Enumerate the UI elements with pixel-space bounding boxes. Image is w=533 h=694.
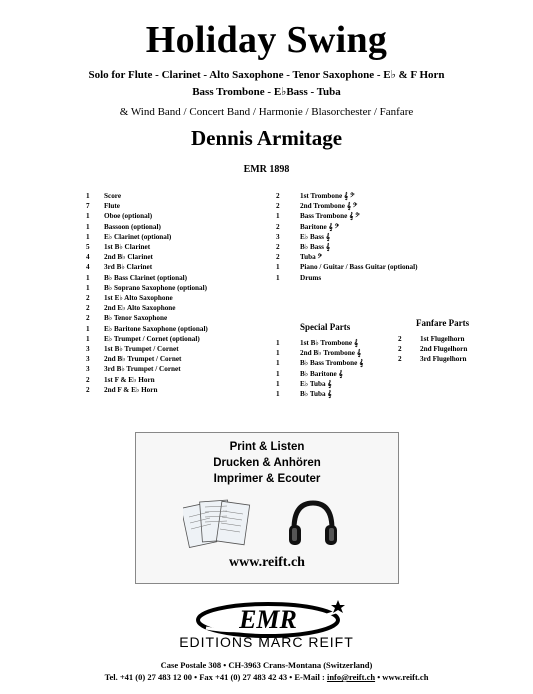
- contact-email[interactable]: info@reift.ch: [326, 672, 376, 682]
- part-name: B♭ Tuba 𝄞: [300, 390, 332, 398]
- part-quantity: 1: [276, 273, 280, 282]
- logo-text: EMR: [239, 605, 297, 634]
- part-quantity: 2: [86, 385, 90, 394]
- part-name: 2nd B♭ Trumpet / Cornet: [104, 355, 182, 364]
- part-quantity: 2: [86, 294, 90, 302]
- part-name: 2nd B♭ Trombone 𝄞: [300, 349, 361, 358]
- promo-box: [135, 432, 399, 584]
- special-parts-heading: Special Parts: [300, 322, 351, 332]
- part-quantity: 3: [86, 355, 90, 364]
- part-name: Piano / Guitar / Bass Guitar (optional): [300, 263, 418, 272]
- part-name: Oboe (optional): [104, 212, 153, 221]
- part-name: B♭ Bass Clarinet (optional): [104, 273, 188, 282]
- address: Case Postale 308 • CH-3963 Crans-Montana (Switzerland): [160, 660, 373, 670]
- catalog-code: EMR 1898: [243, 164, 290, 175]
- promo-line-3: Imprimer & Ecouter: [213, 473, 321, 485]
- part-name: B♭ Bass 𝄞: [300, 243, 331, 251]
- part-name: B♭ Bass Trombone 𝄞: [300, 359, 364, 368]
- part-quantity: 2: [86, 304, 90, 313]
- part-quantity: 1: [276, 379, 280, 388]
- part-name: 3rd B♭ Clarinet: [104, 263, 153, 272]
- part-name: 1st Flugelhorn: [420, 335, 465, 343]
- part-name: 1st Trombone 𝄞 𝄢: [300, 192, 355, 200]
- part-quantity: 3: [86, 365, 90, 374]
- part-name: Bass Trombone 𝄞 𝄢: [300, 212, 360, 221]
- part-quantity: 4: [86, 253, 90, 262]
- part-quantity: 1: [276, 349, 280, 358]
- part-name: E♭ Clarinet (optional): [104, 232, 172, 241]
- part-quantity: 1: [86, 283, 90, 292]
- promo-line-2: Drucken & Anhören: [213, 457, 321, 469]
- part-name: Baritone 𝄞 𝄢: [300, 222, 340, 231]
- publisher-name: EDITIONS MARC REIFT: [179, 634, 354, 650]
- subtitle-line-3: & Wind Band / Concert Band / Harmonie / Blasorchester / Fanfare: [119, 106, 414, 118]
- part-quantity: 2: [276, 192, 280, 200]
- part-name: 1st B♭ Trombone 𝄞: [300, 339, 359, 347]
- part-name: 3rd B♭ Trumpet / Cornet: [104, 365, 181, 374]
- part-quantity: 2: [398, 355, 402, 364]
- part-name: 3rd Flugelhorn: [420, 355, 467, 364]
- part-quantity: 1: [276, 263, 280, 272]
- part-quantity: 1: [86, 232, 90, 241]
- part-quantity: 4: [86, 263, 90, 272]
- contact-website[interactable]: • www.reift.ch: [375, 672, 429, 682]
- part-name: B♭ Tenor Saxophone: [104, 314, 168, 323]
- title: Holiday Swing: [145, 19, 388, 61]
- part-name: E♭ Baritone Saxophone (optional): [104, 324, 208, 333]
- part-name: 2nd B♭ Clarinet: [104, 253, 153, 262]
- part-name: 1st E♭ Alto Saxophone: [104, 294, 173, 302]
- part-name: 2nd Flugelhorn: [420, 345, 468, 354]
- composer: Dennis Armitage: [190, 126, 343, 150]
- part-quantity: 1: [276, 369, 280, 378]
- part-quantity: 1: [86, 334, 90, 343]
- part-quantity: 2: [276, 202, 280, 211]
- headphones-icon: [286, 497, 340, 551]
- part-name: E♭ Tuba 𝄞: [300, 379, 332, 388]
- subtitle-line-1: Solo for Flute - Clarinet - Alto Saxophone - Tenor Saxophone - E♭ & F Horn: [88, 69, 445, 81]
- promo-url: www.reift.ch: [229, 555, 305, 570]
- part-quantity: 2: [86, 314, 90, 323]
- part-quantity: 3: [276, 232, 280, 241]
- part-quantity: 2: [276, 243, 280, 251]
- part-name: 2nd E♭ Alto Saxophone: [104, 304, 176, 313]
- part-name: Flute: [104, 202, 120, 211]
- part-quantity: 5: [86, 243, 90, 251]
- part-quantity: 1: [86, 212, 90, 221]
- part-name: Bassoon (optional): [104, 222, 161, 231]
- part-quantity: 2: [398, 335, 402, 343]
- part-quantity: 1: [276, 212, 280, 221]
- sheet-music-icon: [183, 495, 253, 551]
- contact-phone-fax: Tel. +41 (0) 27 483 12 00 • Fax +41 (0) 27 483 42 43 • E-Mail :: [104, 672, 327, 682]
- part-quantity: 7: [86, 202, 90, 211]
- part-name: 1st B♭ Trumpet / Cornet: [104, 345, 179, 353]
- part-quantity: 1: [276, 339, 280, 347]
- promo-line-1: Print & Listen: [229, 441, 305, 453]
- part-quantity: 2: [86, 375, 90, 384]
- part-quantity: 1: [86, 192, 90, 200]
- part-name: 1st F & E♭ Horn: [104, 375, 155, 384]
- part-name: Tuba 𝄢: [300, 253, 323, 262]
- part-name: E♭ Bass 𝄞: [300, 232, 331, 241]
- part-name: 2nd F & E♭ Horn: [104, 385, 158, 394]
- part-quantity: 1: [86, 273, 90, 282]
- part-quantity: 1: [276, 359, 280, 368]
- part-name: 1st B♭ Clarinet: [104, 243, 151, 251]
- part-name: B♭ Baritone 𝄞: [300, 369, 343, 378]
- part-quantity: 2: [398, 345, 402, 354]
- fanfare-parts-heading: Fanfare Parts: [416, 318, 470, 328]
- part-quantity: 2: [276, 222, 280, 231]
- part-quantity: 1: [276, 390, 280, 398]
- part-name: E♭ Trumpet / Cornet (optional): [104, 334, 200, 343]
- part-name: Drums: [300, 273, 322, 282]
- part-quantity: 3: [86, 345, 90, 353]
- subtitle-line-2: Bass Trombone - E♭Bass - Tuba: [192, 86, 341, 98]
- part-quantity: 1: [86, 324, 90, 333]
- part-name: 2nd Trombone 𝄞 𝄢: [300, 202, 358, 211]
- part-name: Score: [104, 192, 122, 200]
- part-quantity: 1: [86, 222, 90, 231]
- part-quantity: 2: [276, 253, 280, 262]
- contact-line: [0, 672, 533, 682]
- part-name: B♭ Soprano Saxophone (optional): [104, 283, 208, 292]
